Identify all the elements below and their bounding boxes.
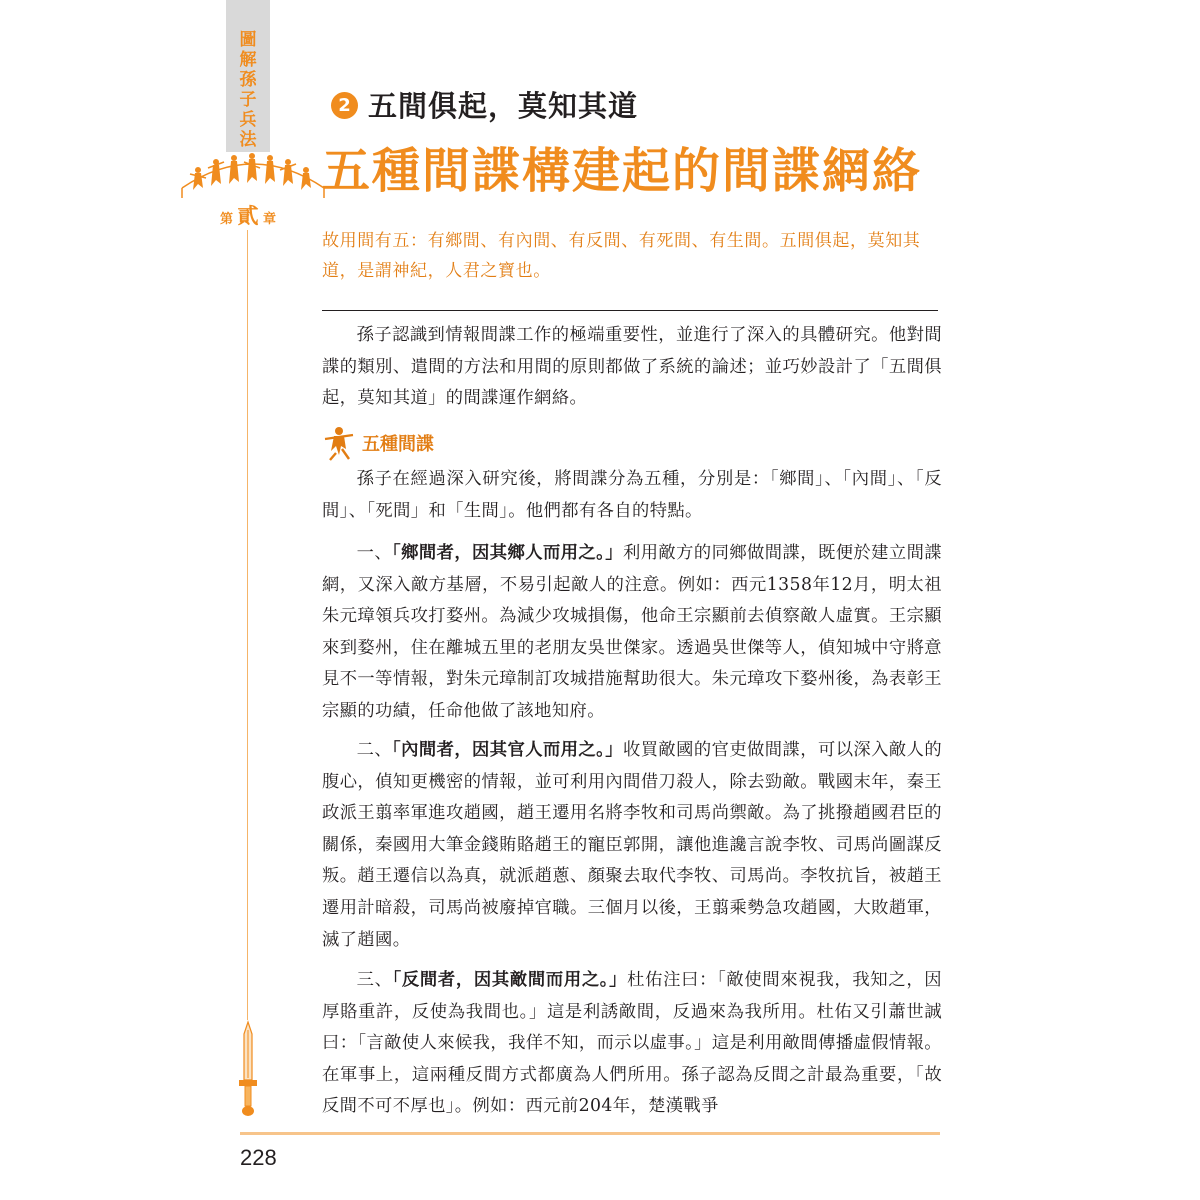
source-quote: 故用間有五：有鄉間、有內間、有反間、有死間、有生間。五間俱起，莫知其道，是謂神紀，人君之寶也。 [322,231,921,281]
book-title-char: 法 [239,130,257,150]
intro-paragraph: 孫子認識到情報間諜工作的極端重要性，並進行了深入的具體研究。他對間諜的類別、遣間的方法和用間的原則都做了系統的論述；並巧妙設計了「五間俱起，莫知其道」的間諜運作網絡。 [322,325,942,409]
item2-lead: 「內間者，因其官人而用之。」 [392,740,623,760]
item3-lead: 「反間者，因其敵間而用之。」 [392,970,628,990]
chapter-number: 貳 [237,204,259,228]
chapter-prefix: 第 [219,212,233,227]
item2-prefix: 二、 [356,740,393,760]
item1-text: 利用敵方的同鄉做間諜，既便於建立間諜網，又深入敵方基層，不易引起敵人的注意。例如：西元1358年12月，明太祖朱元璋領兵攻打婺州。為減少攻城損傷，他命王宗顯前去偵察敵人虛實。王宗顯來到婺州，住在離城五里的老朋友吳世傑家。透過吳世傑等人，偵知城中守將意見不一等情報，對朱元璋制訂攻城措施幫助很大。朱元璋攻下婺州後，為表彰王宗顯的功績，任命他做了該地知府。 [322,543,943,721]
book-title-char: 兵 [239,110,257,130]
section-number-badge: 2 [331,92,358,119]
book-title-char: 子 [239,90,257,110]
book-title-vertical [226,30,270,150]
chapter-label [218,200,278,230]
footer-divider [240,1132,940,1135]
item3-paragraph [322,965,942,1123]
warriors-illustration [178,148,328,200]
item1-lead: 「鄉間者，因其鄉人而用之。」 [392,543,623,563]
sword-illustration [233,1020,263,1120]
page-number: 228 [240,1145,277,1170]
book-title-char: 圖 [239,30,257,50]
warrior-icon [322,425,356,461]
side-divider [247,230,248,1020]
item3-text: 杜佑注曰：「敵使間來視我，我知之，因厚賂重許，反使為我間也。」這是利誘敵間，反過來為我所用。杜佑又引蕭世誠曰：「言敵使人來候我，我佯不知，而示以虛事。」這是利用敵間傳播虛假情報。在軍事上，這兩種反間方式都廣為人們所用。孫子認為反間之計最為重要，「故反間不可不厚也」。例如：西元前204年，楚漢戰爭 [322,970,942,1117]
section-heading [322,425,434,461]
book-title-char: 解 [239,50,257,70]
item1-paragraph [322,538,942,728]
section-heading-label: 五種間諜 [362,434,434,455]
section-subtitle: 五間俱起，莫知其道 [368,89,639,123]
book-title-char: 孫 [239,70,257,90]
item2-paragraph [322,735,942,956]
item3-prefix: 三、 [356,970,393,990]
page-title: 五種間諜構建起的間諜網絡 [322,143,923,199]
overview-paragraph: 孫子在經過深入研究後，將間諜分為五種，分別是：「鄉間」、「內間」、「反間」、「死間」和「生間」。他們都有各自的特點。 [322,469,942,521]
header-divider [322,310,938,311]
chapter-suffix: 章 [263,212,277,227]
item2-text: 收買敵國的官吏做間諜，可以深入敵人的腹心，偵知更機密的情報，並可利用內間借刀殺人，除去勁敵。戰國末年，秦王政派王翦率軍進攻趙國，趙王遷用名將李牧和司馬尚禦敵。為了挑撥趙國君臣的關係，秦國用大筆金錢賄賂趙王的寵臣郭開，讓他進讒言說李牧、司馬尚圖謀反叛。趙王遷信以為真，就派趙蔥、顏聚去取代李牧、司馬尚。李牧抗旨，被趙王遷用計暗殺，司馬尚被廢掉官職。三個月以後，王翦乘勢急攻趙國，大敗趙軍，滅了趙國。 [322,740,943,950]
item1-prefix: 一、 [356,543,393,563]
